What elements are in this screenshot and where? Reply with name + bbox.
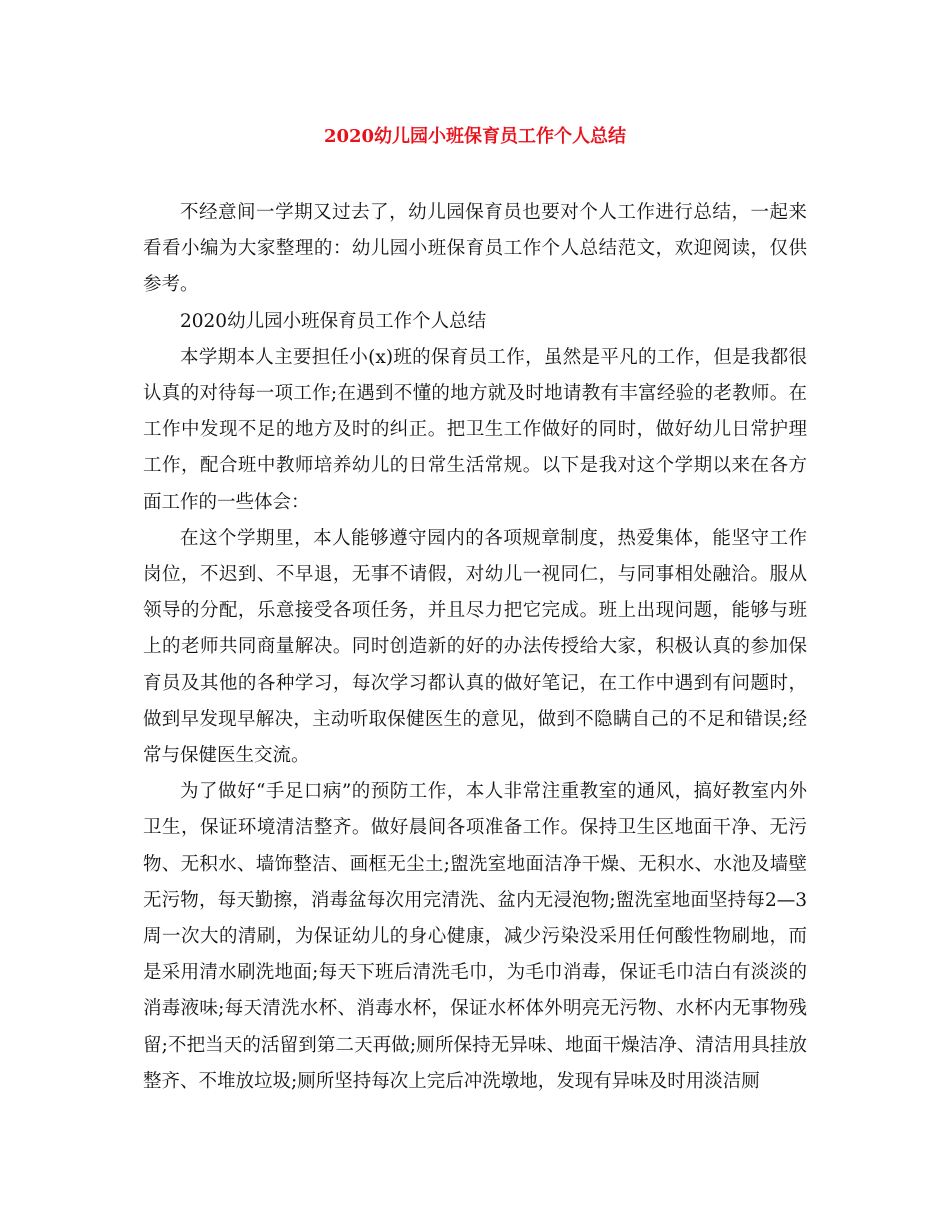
body-paragraph: 在这个学期里，本人能够遵守园内的各项规章制度，热爱集体，能坚守工作岗位，不迟到、不早退，无事不请假，对幼儿一视同仁，与同事相处融洽。服从领导的分配，乐意接受各项任务，并且尽力把它完成。班上出现问题，能够与班上的老师共同商量解决。同时创造新的好的办法传授给大家，积极认真的参加保育员及其他的各种学习，每次学习都认真的做好笔记，在工作中遇到有问题时，做到早发现早解决，主动听取保健医生的意见，做到不隐瞒自己的不足和错误;经常与保健医生交流。	[143, 527, 807, 767]
body-paragraph: 本学期本人主要担任小(x)班的保育员工作，虽然是平凡的工作，但是我都很认真的对待每一项工作;在遇到不懂的地方就及时地请教有丰富经验的老教师。在工作中发现不足的地方及时的纠正。把卫生工作做好的同时，做好幼儿日常护理工作，配合班中教师培养幼儿的日常生活常规。以下是我对这个学期以来在各方面工作的一些体会：	[143, 346, 807, 513]
body-paragraph: 为了做好“手足口病”的预防工作，本人非常注重教室的通风，搞好教室内外卫生，保证环境清洁整齐。做好晨间各项准备工作。保持卫生区地面干净、无污物、无积水、墙饰整洁、画框无尘土;盥洗室地面洁净干燥、无积水、水池及墙壁无污物，每天勤擦，消毒盆每次用完清洗、盆内无浸泡物;盥洗室地面坚持每2—3周一次大的清刷，为保证幼儿的身心健康，减少污染没采用任何酸性物刷地，而是采用清水刷洗地面;每天下班后清洗毛巾，为毛巾消毒，保证毛巾洁白有淡淡的消毒液味;每天清洗水杯、消毒水杯，保证水杯体外明亮无污物、水杯内无事物残留;不把当天的活留到第二天再做;厕所保持无异味、地面干燥洁净、清洁用具挂放整齐、不堆放垃圾;厕所坚持每次上完后冲洗墩地，发现有异味及时用淡洁厕	[143, 781, 807, 1092]
intro-paragraph: 不经意间一学期又过去了，幼儿园保育员也要对个人工作进行总结，一起来看看小编为大家整理的：幼儿园小班保育员工作个人总结范文，欢迎阅读，仅供参考。	[143, 202, 807, 296]
document-body	[143, 195, 807, 1100]
section-heading: 2020幼儿园小班保育员工作个人总结	[180, 310, 487, 332]
document-title: 2020幼儿园小班保育员工作个人总结	[323, 126, 627, 147]
